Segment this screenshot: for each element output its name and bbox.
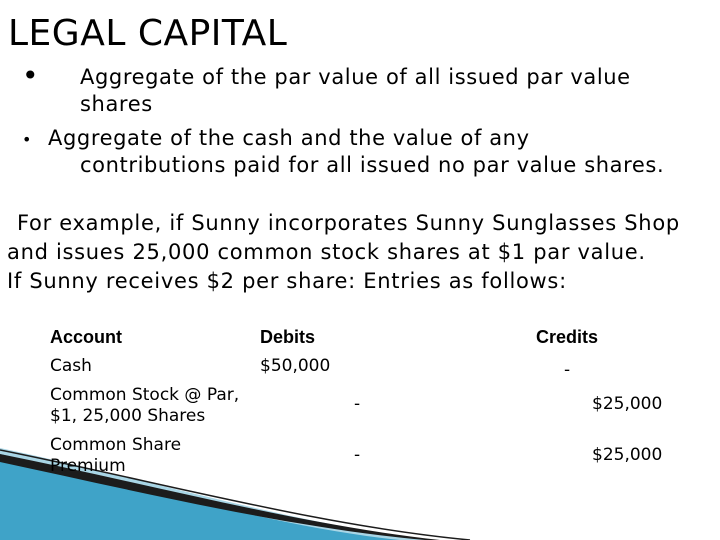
paragraph-line-3: If Sunny receives $2 per share: Entries as follows: (7, 269, 567, 293)
decorative-swoosh (0, 440, 720, 540)
row-1-account: Cash (50, 356, 92, 376)
row-2-credit: $25,000 (592, 394, 663, 414)
header-credits: Credits (536, 327, 599, 347)
paragraph-line-2: and issues 25,000 common stock shares at $1 par value. (7, 240, 646, 264)
example-paragraph (7, 209, 717, 296)
header-account: Account (50, 327, 122, 347)
row-1-credit: - (564, 360, 571, 380)
bullet-item-1 (22, 59, 702, 118)
bullet-item-2 (22, 125, 712, 179)
row-2-debit: - (354, 394, 361, 414)
bullet-2-line-2: contributions paid for all issued no par value shares. (80, 153, 665, 177)
row-3-credit: $25,000 (592, 445, 663, 465)
bullet-icon: • (22, 59, 40, 92)
paragraph-line-1: For example, if Sunny incorporates Sunny Sunglasses Shop (17, 211, 680, 235)
bullet-icon: • (22, 130, 33, 149)
row-1-debit: $50,000 (260, 356, 331, 376)
row-3-debit: - (354, 445, 361, 465)
header-debits: Debits (260, 327, 316, 347)
bullet-2-line-1: Aggregate of the cash and the value of any (48, 126, 530, 150)
slide-title: LEGAL CAPITAL (8, 13, 288, 54)
row-2-account: Common Stock @ Par, $1, 25,000 Shares (50, 385, 240, 426)
bullet-1-line-1: Aggregate of the par value of all issued par value (80, 65, 631, 89)
row-3-account: Common Share Premium (50, 435, 182, 476)
bullet-1-line-2: shares (80, 92, 153, 116)
